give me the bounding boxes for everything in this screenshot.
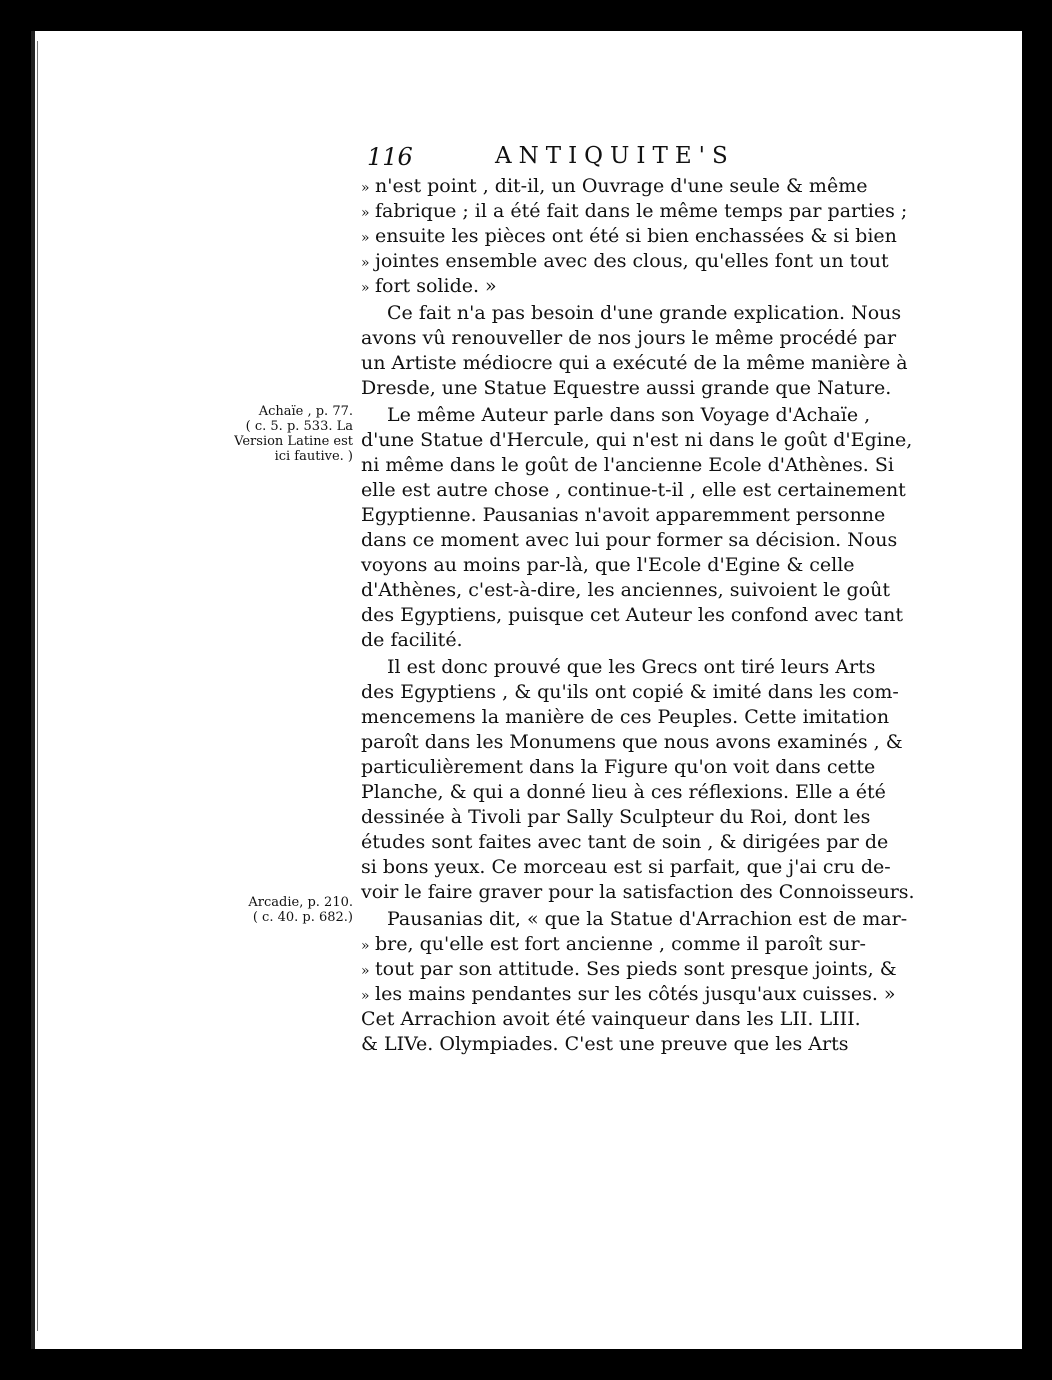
text-line: » tout par son attitude. Ses pieds sont presque joints, & — [361, 957, 905, 983]
text-line: des Egyptiens, puisque cet Auteur les confond avec tant — [361, 604, 903, 626]
quote-mark: » — [361, 230, 370, 246]
text-line: » bre, qu'elle est fort ancienne , comme il paroît sur- — [361, 932, 905, 958]
text-line: de facilité. — [361, 629, 463, 651]
text-line: Planche, & qui a donné lieu à ces réflexions. Elle a été — [361, 781, 886, 803]
margin-note-arcadie: Arcadie, p. 210. ( c. 40. p. 682.) — [248, 895, 353, 925]
text-line: » ensuite les pièces ont été si bien enchassées & si bien — [361, 224, 905, 250]
quote-mark: » — [361, 255, 370, 271]
text-line: un Artiste médiocre qui a exécuté de la même manière à — [361, 352, 908, 374]
text-line: si bons yeux. Ce morceau est si parfait, que j'ai cru de- — [361, 856, 891, 878]
text-line: Il est donc prouvé que les Grecs ont tiré leurs Arts — [387, 656, 876, 678]
margin-note-achaie: Achaïe , p. 77. ( c. 5. p. 533. La Version Latine est ici fautive. ) — [234, 404, 353, 464]
text-line: elle est autre chose , continue-t-il , elle est certainement — [361, 479, 906, 501]
text-line: » fabrique ; il a été fait dans le même temps par parties ; — [361, 199, 905, 225]
text-line: Ce fait n'a pas besoin d'une grande explication. Nous — [387, 302, 902, 324]
body-text — [31, 31, 1022, 1349]
text-line: avons vû renouveller de nos jours le même procédé par — [361, 327, 897, 349]
text-line: mencemens la manière de ces Peuples. Cette imitation — [361, 706, 890, 728]
text-line: d'Athènes, c'est-à-dire, les anciennes, suivoient le goût — [361, 579, 890, 601]
text-line: voyons au moins par-là, que l'Ecole d'Egine & celle — [361, 554, 855, 576]
text-line: dans ce moment avec lui pour former sa décision. Nous — [361, 529, 898, 551]
text-line: particulièrement dans la Figure qu'on voit dans cette — [361, 756, 876, 778]
page-number: 116 — [367, 143, 413, 171]
text-line: » les mains pendantes sur les côtés jusqu'aux cuisses. » — [361, 982, 905, 1008]
text-line: ni même dans le goût de l'ancienne Ecole d'Athènes. Si — [361, 454, 894, 476]
text-line: d'une Statue d'Hercule, qui n'est ni dans le goût d'Egine, — [361, 429, 913, 451]
text-line: paroît dans les Monumens que nous avons examinés , & — [361, 731, 903, 753]
quote-mark: » — [361, 963, 370, 979]
text-line: Pausanias dit, « que la Statue d'Arrachion est de mar- — [387, 908, 908, 930]
text-line: Egyptienne. Pausanias n'avoit apparemment personne — [361, 504, 886, 526]
text-line: voir le faire graver pour la satisfaction des Connoisseurs. — [361, 881, 915, 903]
quote-mark: » — [361, 280, 370, 296]
text-line: Dresde, une Statue Equestre aussi grande que Nature. — [361, 377, 892, 399]
quote-mark: » — [361, 988, 370, 1004]
running-title: ANTIQUITE'S — [495, 143, 735, 169]
text-line: des Egyptiens , & qu'ils ont copié & imité dans les com- — [361, 681, 899, 703]
text-line: » fort solide. » — [361, 274, 905, 300]
quote-mark: » — [361, 205, 370, 221]
text-line: » n'est point , dit-il, un Ouvrage d'une seule & même — [361, 174, 905, 200]
text-line: Le même Auteur parle dans son Voyage d'Achaïe , — [387, 404, 871, 426]
text-line: dessinée à Tivoli par Sally Sculpteur du Roi, dont les — [361, 806, 871, 828]
quote-mark: » — [361, 938, 370, 954]
text-line: & LIVe. Olympiades. C'est une preuve que les Arts — [361, 1033, 849, 1055]
book-page — [31, 31, 1022, 1349]
text-line: études sont faites avec tant de soin , & dirigées par de — [361, 831, 889, 853]
quote-mark: » — [361, 180, 370, 196]
text-line: » jointes ensemble avec des clous, qu'elles font un tout — [361, 249, 905, 275]
text-line: Cet Arrachion avoit été vainqueur dans les LII. LIII. — [361, 1008, 861, 1030]
